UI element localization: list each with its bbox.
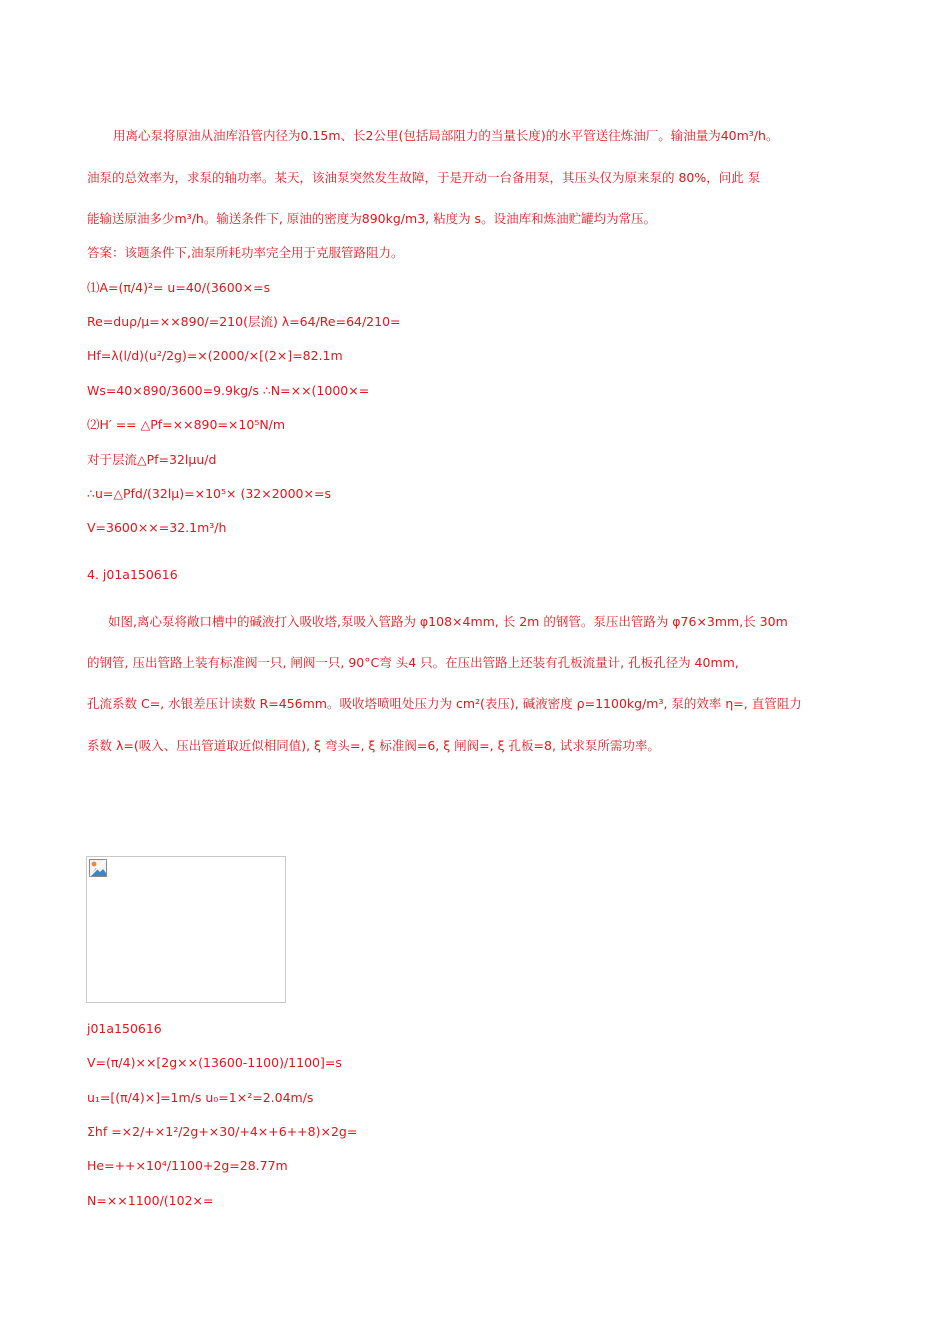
solution-step-1: ⑴A=(π/4)²= u=40/(3600×=s	[87, 280, 271, 295]
problem4-step-4: He=++×10⁴/1100+2g=28.77m	[87, 1158, 288, 1173]
broken-image-placeholder	[86, 856, 286, 1003]
figure-caption: j01a150616	[87, 1021, 162, 1036]
problem4-heading: 4. j01a150616	[87, 567, 178, 582]
problem4-step-5: N=××1100/(102×=	[87, 1193, 214, 1208]
answer-intro: 答案：该题条件下,油泵所耗功率完全用于克服管路阻力。	[87, 245, 404, 260]
problem3-paragraph-line3: 能输送原油多少m³/h。输送条件下, 原油的密度为890kg/m3, 粘度为 s。设油库和炼油贮罐均为常压。	[87, 211, 657, 226]
solution-step-4: Ws=40×890/3600=9.9kg/s ∴N=××(1000×=	[87, 383, 370, 398]
solution-step-6: 对于层流△Pf=32lμu/d	[87, 452, 217, 467]
solution-step-8: V=3600××=32.1m³/h	[87, 520, 227, 535]
solution-step-7: ∴u=△Pfd/(32lμ)=×10⁵× (32×2000×=s	[87, 486, 331, 501]
solution-step-3: Hf=λ(l/d)(u²/2g)=×(2000/×[(2×]=82.1m	[87, 348, 343, 363]
problem4-paragraph-line2: 的钢管, 压出管路上装有标准阀一只, 闸阀一只, 90°C弯 头4 只。在压出管路上还装有孔板流量计, 孔板孔径为 40mm,	[87, 655, 739, 670]
problem4-paragraph-line4: 系数 λ=(吸入、压出管道取近似相同值), ξ 弯头=, ξ 标准阀=6, ξ 闸阀=, ξ 孔板=8, 试求泵所需功率。	[87, 738, 660, 753]
solution-step-5: ⑵H′ == △Pf=××890=×10⁵N/m	[87, 417, 286, 432]
problem3-paragraph-line1: 用离心泵将原油从油库沿管内径为0.15m、长2公里(包括局部阻力的当量长度)的水平管送往炼油厂。输油量为40m³/h。	[113, 128, 779, 143]
solution-step-2: Re=duρ/μ=××890/=210(层流) λ=64/Re=64/210=	[87, 314, 401, 329]
problem4-paragraph-line1: 如图,离心泵将敞口槽中的碱液打入吸收塔,泵吸入管路为 φ108×4mm, 长 2m 的钢管。泵压出管路为 φ76×3mm,长 30m	[108, 614, 788, 629]
problem4-step-1: V=(π/4)××[2g××(13600-1100)/1100]=s	[87, 1055, 342, 1070]
problem3-paragraph-line2: 油泵的总效率为，求泵的轴功率。某天，该油泵突然发生故障，于是开动一台备用泵，其压头仅为原来泵的 80%，问此 泵	[87, 170, 761, 185]
problem4-step-2: u₁=[(π/4)×]=1m/s u₀=1×²=2.04m/s	[87, 1090, 314, 1105]
broken-image-icon	[89, 859, 107, 877]
problem4-paragraph-line3: 孔流系数 C=, 水银差压计读数 R=456mm。吸收塔喷咀处压力为 cm²(表压), 碱液密度 ρ=1100kg/m³, 泵的效率 η=, 直管阻力	[87, 696, 802, 711]
problem4-step-3: Σhf =×2/+×1²/2g+×30/+4×+6++8)×2g=	[87, 1124, 358, 1139]
